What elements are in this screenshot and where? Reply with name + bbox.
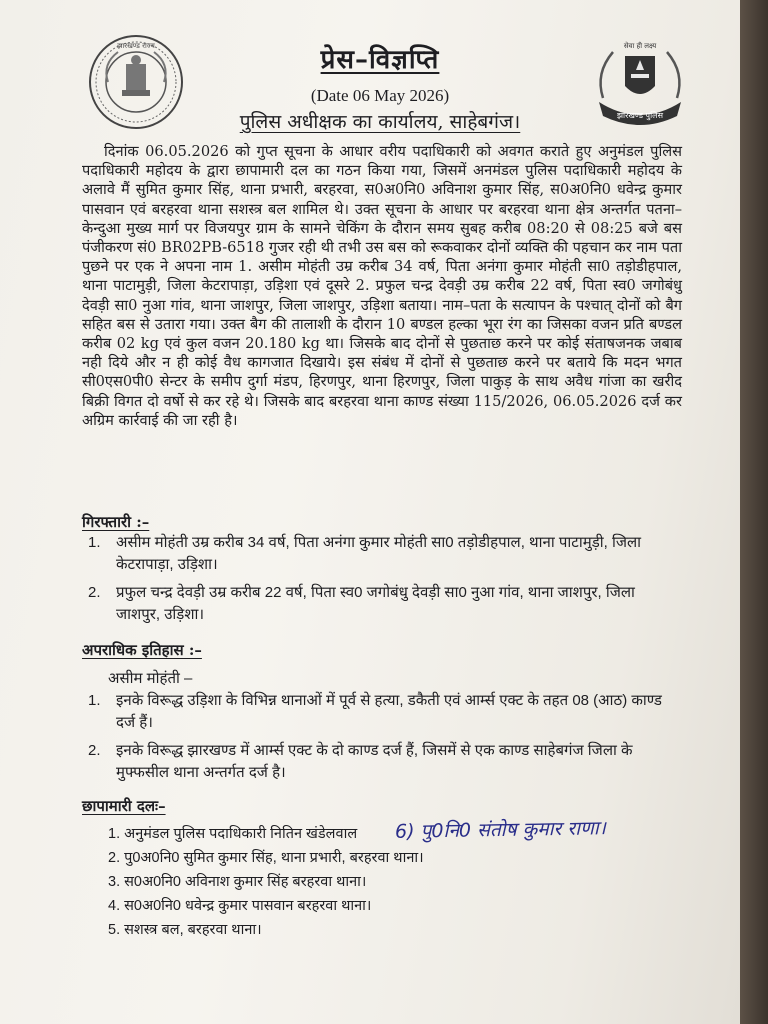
list-number: 1. (88, 692, 101, 709)
list-number: 2. (88, 742, 101, 759)
list-item: 2. पु0अ0नि0 सुमित कुमार सिंह, थाना प्रभारी, बरहरवा थाना। (108, 850, 424, 866)
list-item (88, 740, 678, 784)
raid-team-heading: छापामारी दलः– (82, 797, 166, 815)
page-title: प्रेस–विज्ञप्ति (320, 45, 440, 75)
right-logo-banner: झारखण्ड पुलिस (616, 111, 664, 120)
raid-team-list (108, 822, 424, 942)
list-item (88, 690, 678, 734)
list-item: 4. स0अ0नि0 धवेन्द्र कुमार पासवान बरहरवा थाना। (108, 898, 372, 914)
right-logo-motto: सेवा ही लक्ष्य (623, 42, 657, 50)
release-date: (Date 06 May 2026) (310, 86, 450, 105)
handwritten-addition: 6) पु0नि0 संतोष कुमार राणा। (394, 817, 607, 843)
criminal-history-list (88, 690, 678, 790)
list-item (88, 532, 678, 576)
history-subject: असीम मोहंती – (108, 670, 193, 687)
list-item-text: इनके विरूद्ध झारखण्ड में आर्म्स एक्ट के दो काण्ड दर्ज हैं, जिसमें से एक काण्ड साहेबगंज जिला के मुफ्फसील थाना अन्तर्गत दर्ज है। (116, 742, 633, 781)
main-paragraph: दिनांक 06.05.2026 को गुप्त सूचना के आधार वरीय पदाधिकारी को अवगत कराते हुए अनुमंडल पुलिस पदाधिकारी महोदय के द्वारा छापामारी दल का गठन किया गया, जिसमें अनमंडल पुलिस पदाधिकारी महोदय के अलावे मैं सुमित कुमार सिंह, थाना प्रभारी, बरहरवा, स0अ0नि0 अविनाश कुमार सिंह, स0अ0नि0 धवेन्द्र कुमार पासवान एवं बरहरवा थाना सशस्त्र बल शामिल थे। उक्त सूचना के आधार पर बरहरवा थाना क्षेत्र अन्तर्गत पतना–केन्दुआ मुख्य मार्ग पर विजयपुर ग्राम के सामने चेकिंग के दौरान समय सुबह करीब 08:20 से 08:25 बजे बस पंजीकरण सं0 BR02PB-6518 गुजर रही थी तभी उस बस को रूकवाकर दोनों व्यक्ति की पहचान कर नाम पता पुछने पर एक ने अपना नाम 1. असीम मोहंती उम्र करीब 34 वर्ष, पिता अनंगा कुमार मोहंती सा0 तड़ोडीहपाल, थाना पाटामुड़ी, जिला केटरापाड़ा, उड़िशा एवं दूसरे 2. प्रफुल चन्द्र देवड़ी उम्र करीब 22 वर्ष, पिता स्व0 जगोबंधु देवड़ी सा0 नुआ गांव, थाना जाशपुर, जिला जाशपुर, उड़िशा बताया। नाम–पता के सत्यापन के पश्चात् दोनों को बैग सहित बस से उतारा गया। उक्त बैग की तालाशी के दौरान 10 बण्डल हल्का भूरा रंग का जिसका वजन प्रति बण्डल करीब 02 kg एवं कुल वजन 20.180 kg था। जिसके बाद दोनों से पुछताछ करने पर कोई संताषजनक जबाब नही दिये और न ही कोई वैध कागजात दिखाये। इस संबंध में दोनों से पुछताछ करने पर बताये कि मदन भगत सी0एस0पी0 सेन्टर के समीप दुर्गा मंडप, हिरणपुर, थाना हिरणपुर, जिला पाकुड़ के साथ अवैध गांजा का खरीद बिक्री विगत दो वर्षो से कर रहे थे। जिसके बाद बरहरवा थाना काण्ड संख्या 115/2026, 06.05.2026 दर्ज कर अग्रिम कार्रवाई की जा रही है। (82, 143, 682, 429)
list-item: 5. सशस्त्र बल, बरहरवा थाना। (108, 922, 262, 938)
office-name: पुलिस अधीक्षक का कार्यालय, साहेबगंज। (239, 111, 521, 133)
title-block (190, 40, 570, 134)
left-logo-caption: झारखण्ड राज्य (117, 42, 155, 50)
list-item-text: इनके विरूद्ध उड़िशा के विभिन्न थानाओं में पूर्व से हत्या, डकैती एवं आर्म्स एक्ट के तहत 08 (आठ) काण्ड दर्ज हैं। (116, 692, 662, 731)
jharkhand-state-emblem-icon (88, 34, 184, 130)
list-number: 2. (88, 584, 101, 601)
list-item: 3. स0अ0नि0 अविनाश कुमार सिंह बरहरवा थाना। (108, 874, 367, 890)
list-item-text: प्रफुल चन्द्र देवड़ी उम्र करीब 22 वर्ष, पिता स्व0 जगोबंधु देवड़ी सा0 नुआ गांव, थाना जाशपुर, जिला जाशपुर, उड़िशा। (116, 584, 635, 623)
list-item (88, 582, 678, 626)
criminal-history-heading: अपराधिक इतिहास :– (82, 641, 202, 659)
jharkhand-police-logo-icon (585, 38, 695, 130)
arrest-heading: गिरफ्तारी :– (82, 513, 150, 531)
arrest-list (88, 532, 678, 632)
list-item-text: असीम मोहंती उम्र करीब 34 वर्ष, पिता अनंगा कुमार मोहंती सा0 तड़ोडीहपाल, थाना पाटामुड़ी, जिला केटरापाड़ा, उड़िशा। (116, 534, 642, 573)
letterhead (0, 0, 740, 133)
list-item: 1. अनुमंडल पुलिस पदाधिकारी नितिन खंडेलवाल (108, 826, 358, 842)
list-number: 1. (88, 534, 101, 551)
